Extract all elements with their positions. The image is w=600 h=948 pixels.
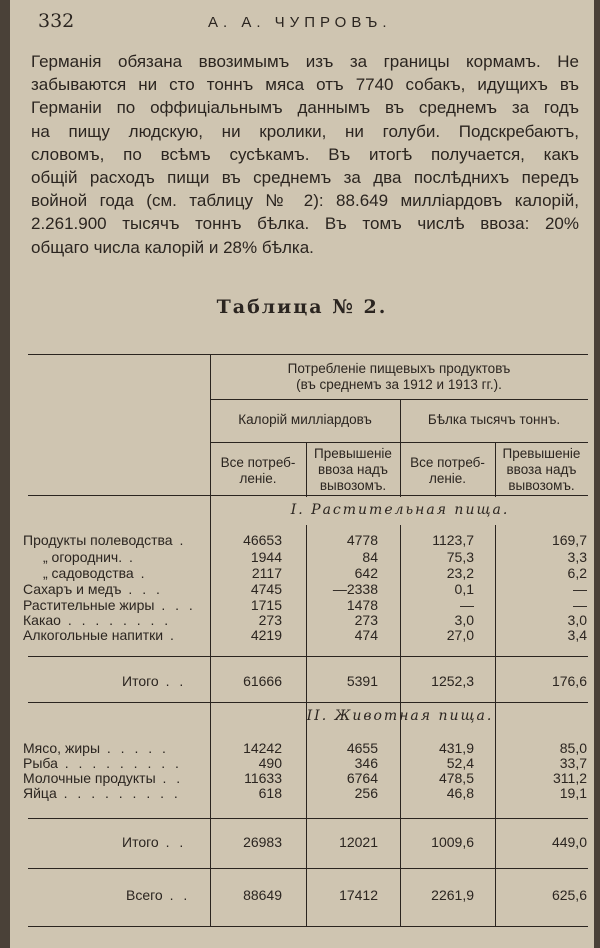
row-label: [23, 785, 218, 801]
row-label-text: Всего: [126, 887, 163, 903]
header-main: [210, 361, 588, 393]
table-title: Таблица № 2.: [216, 296, 388, 318]
cell: 625,6: [551, 887, 587, 903]
row-label-text: Итого: [122, 673, 159, 689]
row-label: [23, 627, 218, 643]
header-bottom-rule: [28, 495, 588, 496]
cell: 346: [354, 755, 378, 771]
cell: 642: [354, 565, 378, 581]
cell: 311,2: [553, 770, 587, 786]
row-label-text: „ огороднич.: [43, 549, 123, 565]
cell: 490: [258, 755, 282, 771]
row-label: [23, 532, 218, 548]
row-label: [43, 565, 238, 581]
cell: 1944: [250, 549, 282, 565]
header-line: Все потреб-: [410, 455, 485, 470]
row-label: [23, 740, 218, 756]
row-label: [43, 549, 238, 565]
cell: 256: [354, 785, 378, 801]
row-dots: . . .: [154, 597, 196, 613]
cell: 52,4: [446, 755, 474, 771]
cell: 474: [354, 627, 378, 643]
cell: 618: [258, 785, 282, 801]
cell: 61666: [243, 673, 282, 689]
cell: 14242: [243, 740, 282, 756]
cell: —: [460, 597, 474, 613]
cell: 1715: [250, 597, 282, 613]
row-dots: . . . . . . . . .: [57, 755, 182, 771]
cell: —: [573, 581, 587, 597]
row-dots: . .: [162, 887, 191, 903]
cell: 33,7: [559, 755, 587, 771]
cell: 3,0: [567, 612, 587, 628]
cell: 17412: [339, 887, 378, 903]
cell: 176,6: [551, 673, 587, 689]
header-line: Все потреб-: [220, 455, 296, 470]
cell: 478,5: [438, 770, 474, 786]
header-excess-protein: [495, 446, 588, 494]
row-dots: .: [122, 549, 136, 565]
cell: 4778: [346, 532, 378, 548]
cell: 1478: [346, 597, 378, 613]
row-dots: . . . . .: [100, 740, 169, 756]
cell: 19,1: [559, 785, 587, 801]
cell: 273: [258, 612, 282, 628]
total-rule: [28, 868, 588, 869]
cell: 12021: [339, 834, 378, 850]
cell: 6764: [346, 770, 378, 786]
cell: 3,0: [454, 612, 474, 628]
cell: 23,2: [446, 565, 474, 581]
cell: 27,0: [446, 627, 474, 643]
row-label-text: Продукты полеводства: [23, 532, 173, 548]
row-dots: .: [133, 565, 148, 581]
cell: 5391: [346, 673, 378, 689]
row-dots: . . .: [121, 581, 163, 597]
cell: —2338: [332, 581, 378, 597]
row-label: [23, 612, 218, 628]
page-number: 332: [38, 10, 75, 32]
cell: 2261,9: [431, 887, 474, 903]
total-rule: [28, 818, 588, 819]
cell: 431,9: [438, 740, 474, 756]
cell: 449,0: [551, 834, 587, 850]
row-dots: . .: [158, 673, 187, 689]
cell: 26983: [243, 834, 282, 850]
paragraph-line: Германіи по оффиціальнымъ даннымъ въ среднемъ за годъ: [31, 98, 579, 118]
row-dots: . . . . . . . . .: [56, 785, 181, 801]
row-label-text: Молочные продукты: [23, 770, 156, 786]
paragraph-line: забываются ни сто тоннъ мяса отъ 7740 собакъ, идущихъ въ: [31, 75, 579, 95]
paragraph-line: общій расходъ пищи въ среднемъ за два послѣднихъ передъ: [31, 168, 579, 188]
row-label-text: „ садоводства: [43, 565, 134, 581]
cell: 273: [354, 612, 378, 628]
running-title: А. А. ЧУПРОВЪ.: [208, 14, 392, 31]
header-main-line: (въ среднемъ за 1912 и 1913 гг.).: [296, 377, 502, 392]
row-label: [23, 581, 218, 597]
cell: 75,3: [446, 549, 474, 565]
book-page: [10, 0, 594, 948]
column-divider: [495, 525, 496, 926]
header-rule: [210, 399, 588, 400]
row-label: [23, 755, 218, 771]
cell: 6,2: [567, 565, 587, 581]
header-line: Превышеніе: [502, 446, 581, 461]
header-line: леніе.: [239, 471, 277, 486]
header-excess-calories: [306, 446, 400, 494]
cell: 85,0: [559, 740, 587, 756]
row-label-text: Яйца: [23, 785, 57, 801]
cell: 1009,6: [431, 834, 474, 850]
row-label: [23, 597, 218, 613]
header-main-line: Потребленіе пищевыхъ продуктовъ: [287, 361, 511, 376]
header-line: вывозомъ.: [508, 478, 575, 493]
cell: 46653: [243, 532, 282, 548]
row-label-text: Мясо, жиры: [23, 740, 100, 756]
header-protein: Бѣлка тысячъ тоннъ.: [427, 412, 561, 427]
paragraph-line: войной года (см. таблицу № 2): 88.649 милліардовъ калорій,: [31, 191, 579, 211]
paragraph-line: словомъ, по всѣмъ сусѣкамъ. Въ итогѣ получается, какъ: [31, 144, 579, 164]
page-header: [28, 10, 576, 34]
header-line: леніе.: [428, 471, 467, 486]
body-paragraph: [31, 50, 579, 259]
table-bottom-rule: [28, 926, 588, 927]
cell: 1252,3: [431, 673, 474, 689]
header-line: ввоза надъ: [318, 462, 388, 477]
row-label-text: Алкогольные напитки: [23, 627, 164, 643]
row-dots: . .: [158, 834, 187, 850]
row-dots: .: [163, 627, 177, 643]
row-label-text: Какао: [23, 612, 61, 628]
header-line: ввоза надъ: [506, 462, 577, 477]
paragraph-line: общаго числа калорій и 28% бѣлка.: [31, 237, 314, 257]
column-divider: [400, 525, 401, 926]
cell: —: [573, 597, 587, 613]
paragraph-line: на пищу людскую, ни кролики, ни голуби. Подскребаютъ,: [31, 121, 579, 141]
paragraph-line: 2.261.900 тысячъ тоннъ бѣлка. Въ томъ числѣ ввоза: 20%: [31, 214, 579, 234]
column-divider: [306, 525, 307, 926]
row-dots: . . . . . . . .: [60, 612, 172, 628]
cell: 169,7: [551, 532, 587, 548]
cell: 11633: [244, 770, 282, 786]
cell: 88649: [243, 887, 282, 903]
header-consumption-calories: [210, 455, 306, 487]
cell: 4745: [250, 581, 282, 597]
cell: 2117: [251, 565, 282, 581]
header-calories: Калорій милліардовъ: [238, 412, 372, 427]
section-title-animal: II. Животная пища.: [306, 708, 494, 724]
paragraph-line: Германія обязана ввозимымъ изъ за границы кормамъ. Не: [31, 52, 579, 71]
total-rule: [28, 702, 588, 703]
cell: 3,4: [567, 627, 587, 643]
row-label-text: Итого: [122, 834, 159, 850]
header-rule: [210, 442, 588, 443]
row-label-text: Растительные жиры: [23, 597, 155, 613]
row-dots: . .: [155, 770, 184, 786]
table-top-rule: [28, 354, 588, 355]
cell: 84: [362, 549, 378, 565]
total-rule: [28, 656, 588, 657]
header-line: Превышеніе: [314, 446, 392, 461]
row-dots: .: [172, 532, 187, 548]
row-label-text: Сахаръ и медъ: [23, 581, 122, 597]
row-label-text: Рыба: [23, 755, 58, 771]
cell: 46,8: [446, 785, 474, 801]
section-title-plant: I. Растительная пища.: [290, 502, 510, 518]
cell: 4219: [250, 627, 282, 643]
cell: 1123,7: [432, 532, 474, 548]
cell: 0,1: [454, 581, 474, 597]
cell: 3,3: [567, 549, 587, 565]
header-line: вывозомъ.: [319, 478, 387, 493]
row-label: [23, 770, 218, 786]
cell: 4655: [346, 740, 378, 756]
header-consumption-protein: [400, 455, 495, 487]
